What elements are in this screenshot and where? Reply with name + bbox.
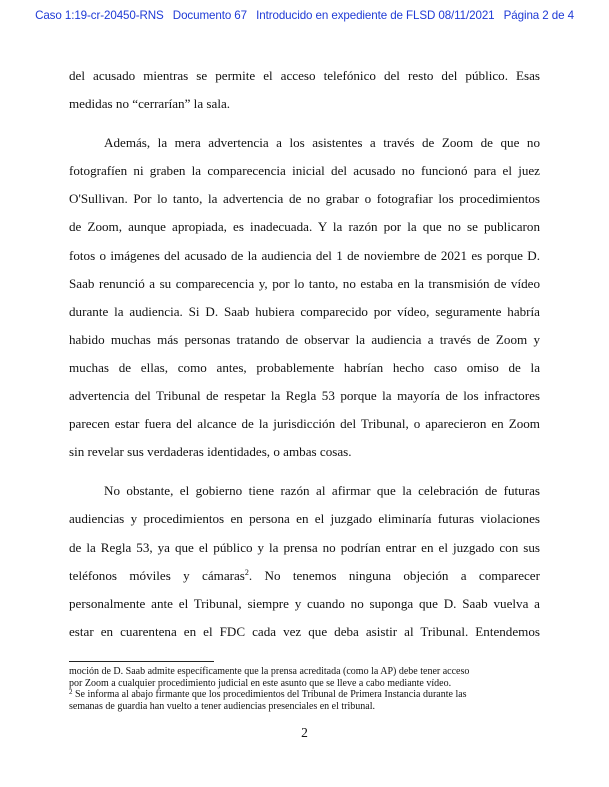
text-line: advertencia del Tribunal de respetar la Regla 53 porque la mayoría de los infractores (69, 388, 540, 404)
text-line-with-footnote (69, 562, 540, 590)
text-line: fotografíen ni graben la comparecencia inicial del acusado no funcionó para el juez (69, 163, 540, 179)
footnote-line (69, 689, 540, 701)
text-line: parecen estar fuera del alcance de la jurisdicción del Tribunal, o aparecieron en Zoom (69, 416, 540, 432)
text-line: de Zoom, aunque apropiada, es inadecuada. Y la razón por la que no se publicaron (69, 219, 540, 235)
footnote-marker: 2 (69, 688, 73, 697)
text-line: audiencias y procedimientos en persona en el juzgado eliminaría futuras violaciones (69, 511, 540, 527)
footnote-line: por Zoom a cualquier procedimiento judicial en este asunto que se lleve a cabo mediante vídeo. (69, 677, 452, 689)
footnote-text: Se informa al abajo firmante que los procedimientos del Tribunal de Primera Instancia durante las (75, 689, 467, 701)
text-line: O'Sullivan. Por lo tanto, la advertencia de no grabar o fotografiar los procedimientos (69, 191, 540, 207)
filing-header (0, 9, 609, 22)
page-of: Página 2 de 4 (503, 9, 574, 22)
text-segment: . No tenemos ninguna objeción a comparecer (248, 567, 540, 583)
text-line: sin revelar sus verdaderas identidades, o ambas cosas. (69, 444, 352, 460)
text-line: habido muchas más personas tratando de observar la audiencia a través de Zoom y (69, 331, 540, 347)
text-line: del acusado mientras se permite el acceso telefónico del resto del público. Esas (69, 68, 540, 83)
paragraph (69, 477, 540, 646)
text-line: medidas no “cerrarían” la sala. (69, 96, 231, 112)
text-line: personalmente ante el Tribunal, siempre y cuando no suponga que D. Saab vuelva a (69, 595, 540, 611)
text-line: Saab renunció a su comparecencia y, por lo tanto, no estaba en la transmisión de vídeo (69, 275, 540, 291)
text-segment: teléfonos móviles y cámaras (69, 567, 245, 583)
text-line: fotos o imágenes del acusado de la audiencia del 1 de noviembre de 2021 es porque D. (69, 247, 540, 263)
footnotes (69, 666, 540, 712)
case-number: Caso 1:19-cr-20450-RNS (35, 9, 164, 22)
document-number: Documento 67 (172, 9, 248, 22)
text-line: durante la audiencia. Si D. Saab hubiera comparecido por vídeo, seguramente habría (69, 303, 540, 319)
text-line: estar en cuarentena en el FDC cada vez que deba asistir al Tribunal. Entendemos (69, 623, 540, 639)
page-number: 2 (301, 725, 308, 740)
paragraph (69, 129, 540, 466)
paragraph (69, 62, 540, 118)
footnote-line: semanas de guardia han vuelto a tener audiencias presenciales en el tribunal. (69, 700, 375, 712)
footnote-ref[interactable]: 2 (244, 567, 249, 577)
filed-stamp: Introducido en expediente de FLSD 08/11/2021 (256, 9, 495, 22)
text-line: muchas de ellas, como antes, probablemente habrían hecho caso omiso de la (69, 359, 540, 375)
text-line: Además, la mera advertencia a los asistentes a través de Zoom de que no (104, 135, 540, 151)
text-line: No obstante, el gobierno tiene razón al afirmar que la celebración de futuras (104, 483, 540, 499)
footnote-divider (69, 661, 214, 662)
text-line: de la Regla 53, ya que el público y la prensa no podrían entrar en el juzgado con sus (69, 539, 540, 555)
footnote-line: moción de D. Saab admite específicamente que la prensa acreditada (como la AP) debe tener acceso (69, 666, 470, 677)
document-body (69, 62, 540, 646)
